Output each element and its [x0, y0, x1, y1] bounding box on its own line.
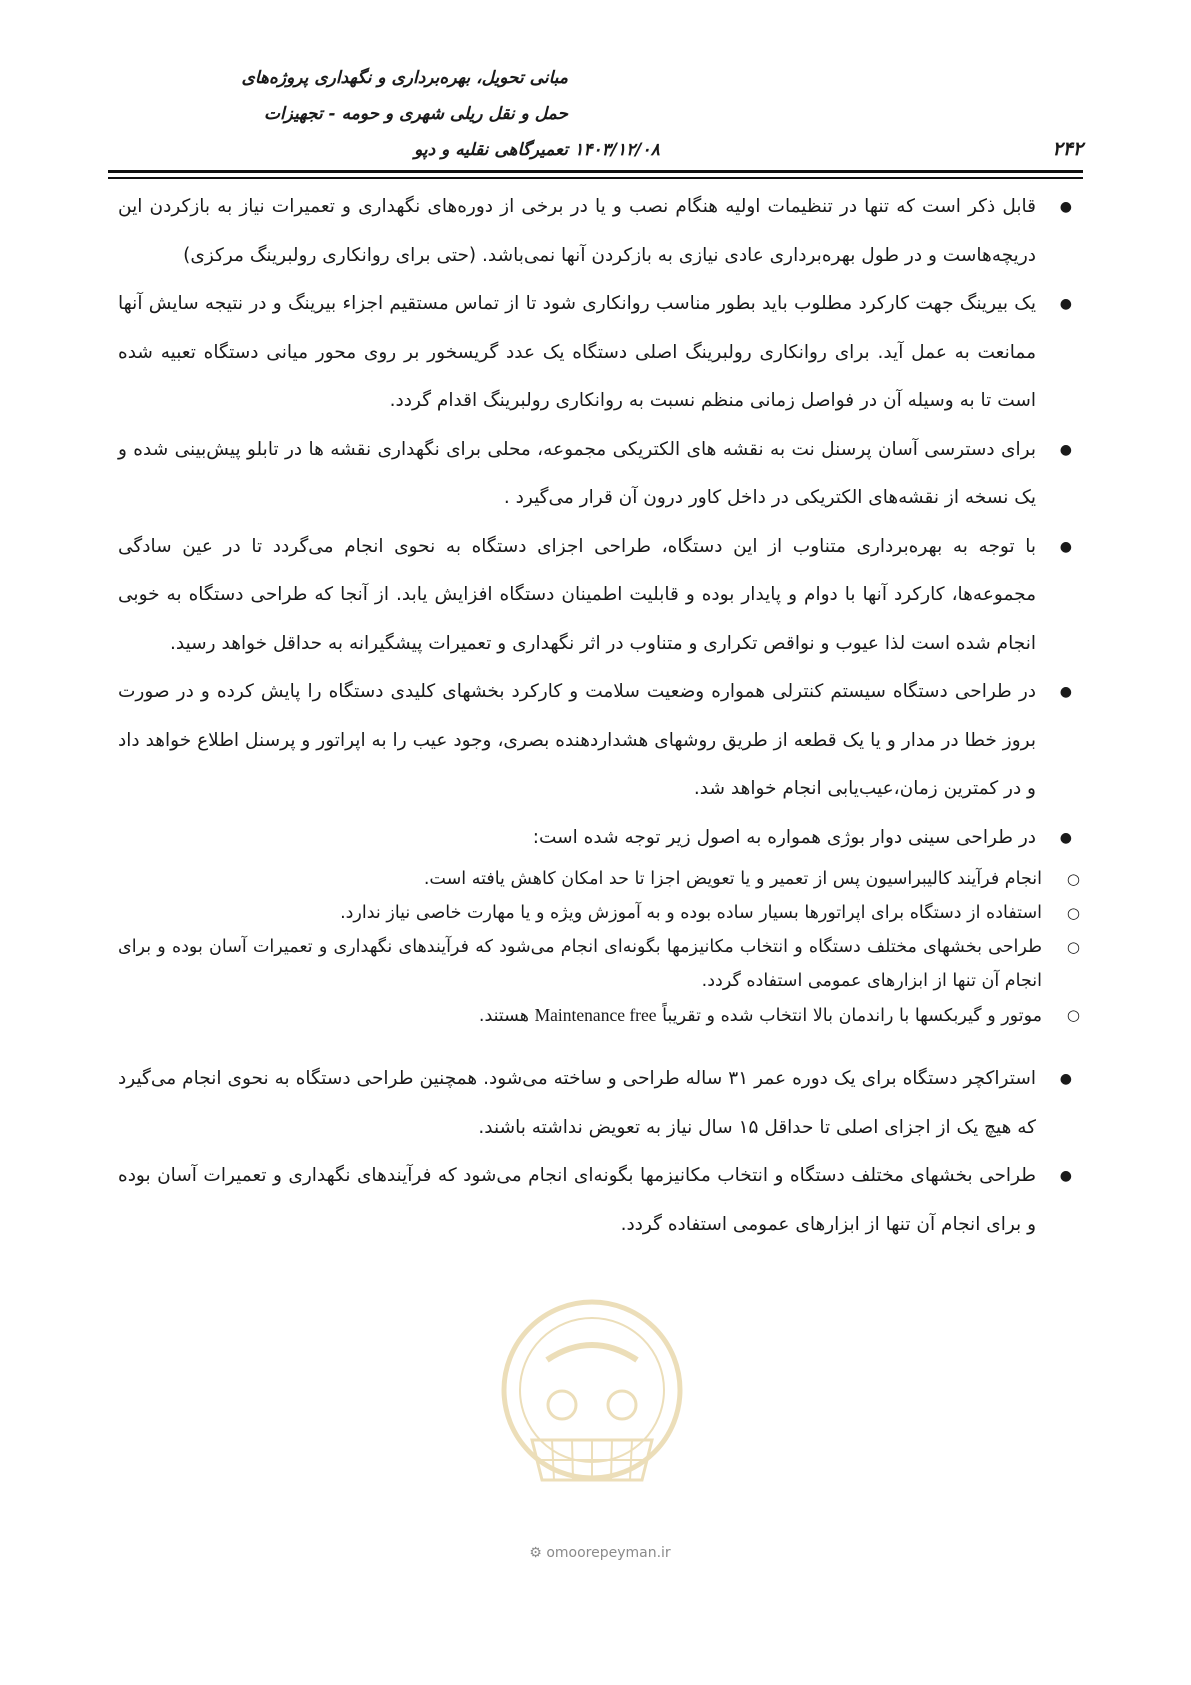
bullet-text: در طراحی سینی دوار بوژی همواره به اصول زیر توجه شده است:: [532, 826, 1036, 848]
sub-list-item: [118, 930, 1080, 998]
bullet-text: قابل ذکر است که تنها در تنظیمات اولیه هنگام نصب و یا در برخی از دوره‌های نگهداری و تعمیرات نیاز به بازکردن این دریچه‌هاست و در طول بهره‌برداری عادی نیازی به بازکردن آنها نمی‌باشد. (حتی برای روانکاری رولبرینگ مرکزی): [118, 196, 1036, 266]
sub-list-item: [118, 862, 1080, 896]
sub-item-text: [118, 998, 1042, 1033]
sub-item-4-english: Maintenance free: [534, 1005, 657, 1025]
bullet-text: استراکچر دستگاه برای یک دوره عمر ۳۱ ساله طراحی و ساخته می‌شود. همچنین طراحی دستگاه به نحوی انجام می‌گیرد که هیچ یک از اجزای اصلی تا حداقل ۱۵ سال نیاز به تعویض نداشته باشند.: [118, 1068, 1036, 1138]
bullet-item: [118, 1152, 1074, 1249]
bullet-text: طراحی بخشهای مختلف دستگاه و انتخاب مکانیزمها بگونه‌ای انجام می‌شود که فرآیندهای نگهداری و تعمیرات آسان بوده و برای انجام آن تنها از ابزارهای عمومی استفاده گردد.: [118, 1165, 1036, 1235]
bullet-item: [118, 668, 1074, 814]
sub-item-text: طراحی بخشهای مختلف دستگاه و انتخاب مکانیزمها بگونه‌ای انجام می‌شود که فرآیندهای نگهداری و تعمیرات آسان بوده و برای انجام آن تنها از ابزارهای عمومی استفاده گردد.: [118, 937, 1042, 991]
bullet-item: [118, 1055, 1074, 1152]
bullet-item: [118, 814, 1074, 863]
page-header: [108, 60, 1083, 170]
watermark-url: ⚙ omoorepeyman.ir: [529, 1545, 671, 1561]
bullet-dot-icon: ●: [1059, 1168, 1072, 1184]
sub-item-4-after: هستند.: [478, 1006, 530, 1026]
bullet-text: در طراحی دستگاه سیستم کنترلی همواره وضعیت سلامت و کارکرد بخشهای کلیدی دستگاه را پایش کرده و در صورت بروز خطا در مدار و یا یک قطعه از طریق روشهای هشداردهنده بصری، وجود عیب را به اپراتور و پرسنل اطلاع خواهد داد و در کمترین زمان،عیب‌یابی انجام خواهد شد.: [118, 681, 1036, 799]
watermark-seal-icon: [492, 1290, 692, 1520]
sub-item-text: انجام فرآیند کالیبراسیون پس از تعمیر و یا تعویض اجزا تا حد امکان کاهش یافته است.: [423, 869, 1042, 889]
bullet-item: [118, 523, 1074, 669]
header-rule-thick: [108, 170, 1083, 173]
circle-bullet-icon: ○: [1066, 938, 1080, 956]
bullet-text: برای دسترسی آسان پرسنل نت به نقشه های الکتریکی مجموعه، محلی برای نگهداری نقشه ها در تابلو پیش‌بینی شده و یک نسخه از نقشه‌های الکتریکی در داخل کاور درون آن قرار می‌گیرد .: [118, 438, 1036, 508]
sub-list-item: [118, 896, 1080, 930]
header-title-line-2: حمل و نقل ریلی شهری و حومه - تجهیزات: [263, 104, 568, 124]
bullet-dot-icon: ●: [1059, 829, 1072, 846]
bullet-dot-icon: ●: [1059, 538, 1072, 555]
circle-bullet-icon: ○: [1066, 904, 1080, 922]
bullet-dot-icon: ●: [1059, 1071, 1072, 1087]
bullet-dot-icon: ●: [1059, 684, 1072, 700]
bullet-item: [118, 183, 1074, 280]
page-body: [118, 183, 1080, 1249]
bullet-dot-icon: ●: [1059, 199, 1072, 215]
header-rule-thin: [108, 177, 1083, 179]
header-title-line-3: تعمیرگاهی نقلیه و دپو: [414, 140, 568, 160]
sub-item-4-before: موتور و گیربکسها با راندمان بالا انتخاب شده و تقریباً: [662, 1006, 1042, 1026]
circle-bullet-icon: ○: [1066, 1006, 1080, 1024]
sub-list: [118, 862, 1080, 1033]
sub-item-text: استفاده از دستگاه برای اپراتورها بسیار ساده بوده و به آموزش ویژه و یا مهارت خاصی نیاز ندارد.: [340, 903, 1042, 923]
bullet-item: [118, 426, 1074, 523]
header-title-line-1: مبانی تحویل، بهره‌برداری و نگهداری پروژه‌های: [241, 68, 568, 88]
header-date: ۱۴۰۳/۱۲/۰۸: [574, 140, 660, 160]
bullet-dot-icon: ●: [1059, 441, 1072, 458]
sub-list-item: [118, 998, 1080, 1033]
bullet-dot-icon: ●: [1059, 296, 1072, 312]
bullet-item: [118, 280, 1074, 426]
bullet-text: یک بیرینگ جهت کارکرد مطلوب باید بطور مناسب روانکاری شود تا از تماس مستقیم اجزاء بیرینگ و در نتیجه سایش آنها ممانعت به عمل آید. برای روانکاری رولبرینگ اصلی دستگاه یک عدد گریسخور بر روی محور میانی دستگاه تعبیه شده است تا به وسیله آن در فواصل زمانی منظم نسبت به روانکاری رولبرینگ اقدام گردد.: [118, 293, 1036, 411]
page-number: ۲۴۲: [1052, 138, 1083, 160]
bullet-text: با توجه به بهره‌برداری متناوب از این دستگاه، طراحی اجزای دستگاه به نحوی انجام می‌گردد تا در عین سادگی مجموعه‌ها، کارکرد آنها با دوام و پایدار بوده و قابلیت اطمینان دستگاه افزایش یابد. از آنجا که طراحی دستگاه به خوبی انجام شده است لذا عیوب و نواقص تکراری و متناوب در اثر نگهداری و تعمیرات پیشگیرانه به حداقل خواهد رسید.: [118, 535, 1036, 654]
header-title: [128, 60, 568, 168]
circle-bullet-icon: ○: [1066, 870, 1080, 888]
